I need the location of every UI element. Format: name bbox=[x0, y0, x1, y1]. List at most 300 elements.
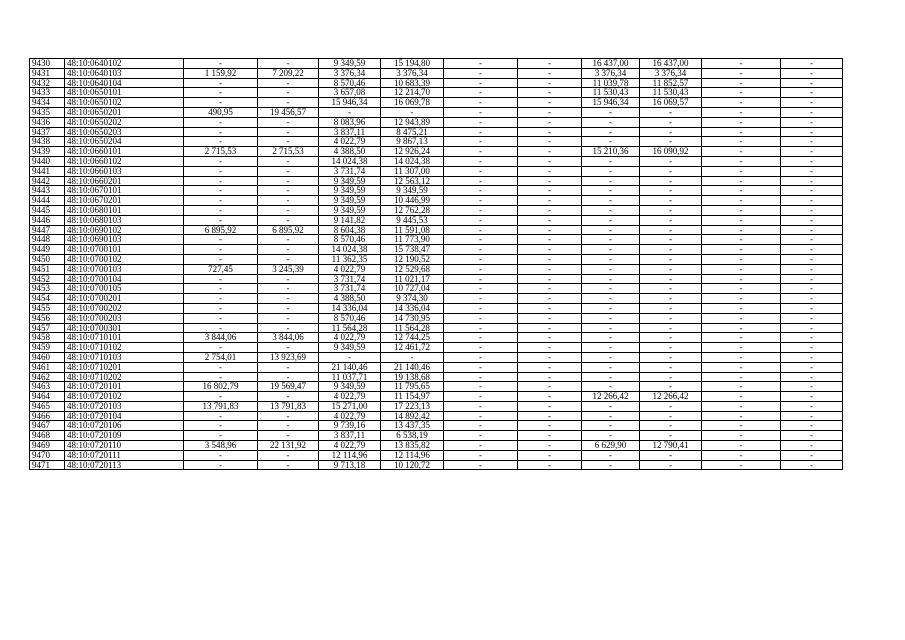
value-cell: 4 022,79 bbox=[319, 264, 381, 274]
value-cell: 6 629,90 bbox=[582, 441, 640, 451]
value-cell: - bbox=[444, 264, 518, 274]
value-cell: - bbox=[518, 98, 582, 108]
value-cell: - bbox=[444, 411, 518, 421]
value-cell: - bbox=[702, 313, 781, 323]
value-cell: 9 349,59 bbox=[319, 205, 381, 215]
value-cell: 8 570,46 bbox=[319, 235, 381, 245]
table-body bbox=[30, 59, 843, 470]
value-cell: 11 039,78 bbox=[582, 78, 640, 88]
value-cell: - bbox=[640, 303, 702, 313]
value-cell: - bbox=[258, 205, 319, 215]
value-cell: - bbox=[184, 235, 258, 245]
value-cell: - bbox=[518, 343, 582, 353]
cadastral-number-cell: 48:10:0640104 bbox=[65, 78, 184, 88]
table-row bbox=[30, 323, 843, 333]
value-cell: - bbox=[444, 147, 518, 157]
value-cell: - bbox=[582, 225, 640, 235]
value-cell: - bbox=[582, 343, 640, 353]
value-cell: 13 791,83 bbox=[184, 401, 258, 411]
value-cell: - bbox=[781, 431, 843, 441]
value-cell: - bbox=[702, 323, 781, 333]
value-cell: - bbox=[781, 156, 843, 166]
value-cell: - bbox=[582, 303, 640, 313]
value-cell: - bbox=[518, 235, 582, 245]
value-cell: 16 802,79 bbox=[184, 382, 258, 392]
value-cell: 15 946,34 bbox=[319, 98, 381, 108]
value-cell: 15 271,00 bbox=[319, 401, 381, 411]
value-cell: 8 570,46 bbox=[319, 78, 381, 88]
value-cell: - bbox=[702, 205, 781, 215]
value-cell: 9 445,53 bbox=[381, 215, 444, 225]
value-cell: - bbox=[640, 450, 702, 460]
cadastral-number-cell: 48:10:0710103 bbox=[65, 352, 184, 362]
value-cell: - bbox=[640, 215, 702, 225]
value-cell: - bbox=[444, 225, 518, 235]
value-cell: - bbox=[444, 166, 518, 176]
table-row bbox=[30, 176, 843, 186]
value-cell: - bbox=[184, 303, 258, 313]
value-cell: - bbox=[258, 372, 319, 382]
row-number-cell: 9471 bbox=[30, 460, 65, 470]
cadastral-number-cell: 48:10:0700102 bbox=[65, 254, 184, 264]
value-cell: - bbox=[640, 313, 702, 323]
value-cell: - bbox=[184, 284, 258, 294]
value-cell: - bbox=[640, 460, 702, 470]
value-cell: - bbox=[258, 392, 319, 402]
value-cell: - bbox=[518, 166, 582, 176]
row-number-cell: 9444 bbox=[30, 196, 65, 206]
value-cell: 19 569,47 bbox=[258, 382, 319, 392]
value-cell: 22 131,92 bbox=[258, 441, 319, 451]
value-cell: 9 374,30 bbox=[381, 294, 444, 304]
value-cell: - bbox=[258, 450, 319, 460]
value-cell: - bbox=[184, 176, 258, 186]
value-cell: - bbox=[518, 441, 582, 451]
value-cell: - bbox=[444, 460, 518, 470]
value-cell: - bbox=[702, 441, 781, 451]
table-row bbox=[30, 352, 843, 362]
cadastral-number-cell: 48:10:0640103 bbox=[65, 68, 184, 78]
value-cell: - bbox=[582, 372, 640, 382]
value-cell: - bbox=[702, 147, 781, 157]
row-number-cell: 9437 bbox=[30, 127, 65, 137]
value-cell: 490,95 bbox=[184, 107, 258, 117]
value-cell: - bbox=[258, 245, 319, 255]
value-cell: - bbox=[258, 88, 319, 98]
value-cell: 11 530,43 bbox=[640, 88, 702, 98]
value-cell: - bbox=[444, 196, 518, 206]
value-cell: 15 210,36 bbox=[582, 147, 640, 157]
value-cell: - bbox=[184, 343, 258, 353]
value-cell: - bbox=[702, 245, 781, 255]
value-cell: - bbox=[640, 137, 702, 147]
value-cell: - bbox=[518, 245, 582, 255]
value-cell: - bbox=[319, 352, 381, 362]
value-cell: - bbox=[518, 78, 582, 88]
cadastral-number-cell: 48:10:0720101 bbox=[65, 382, 184, 392]
value-cell: - bbox=[444, 59, 518, 69]
value-cell: - bbox=[258, 215, 319, 225]
value-cell: - bbox=[444, 343, 518, 353]
table-row bbox=[30, 441, 843, 451]
value-cell: - bbox=[582, 274, 640, 284]
value-cell: - bbox=[444, 303, 518, 313]
value-cell: - bbox=[444, 294, 518, 304]
value-cell: 3 837,11 bbox=[319, 127, 381, 137]
value-cell: 11 037,71 bbox=[319, 372, 381, 382]
value-cell: - bbox=[702, 411, 781, 421]
cadastral-number-cell: 48:10:0720110 bbox=[65, 441, 184, 451]
value-cell: - bbox=[184, 323, 258, 333]
value-cell: - bbox=[444, 107, 518, 117]
row-number-cell: 9449 bbox=[30, 245, 65, 255]
value-cell: - bbox=[518, 225, 582, 235]
cadastral-number-cell: 48:10:0710201 bbox=[65, 362, 184, 372]
value-cell: - bbox=[781, 392, 843, 402]
value-cell: - bbox=[518, 460, 582, 470]
value-cell: - bbox=[518, 372, 582, 382]
value-cell: - bbox=[640, 352, 702, 362]
cadastral-number-cell: 48:10:0660101 bbox=[65, 147, 184, 157]
table-row bbox=[30, 372, 843, 382]
cadastral-number-cell: 48:10:0700201 bbox=[65, 294, 184, 304]
value-cell: - bbox=[258, 137, 319, 147]
value-cell: 11 021,17 bbox=[381, 274, 444, 284]
row-number-cell: 9451 bbox=[30, 264, 65, 274]
value-cell: - bbox=[582, 137, 640, 147]
value-cell: - bbox=[702, 176, 781, 186]
value-cell: 11 530,43 bbox=[582, 88, 640, 98]
row-number-cell: 9438 bbox=[30, 137, 65, 147]
value-cell: - bbox=[781, 362, 843, 372]
value-cell: - bbox=[518, 205, 582, 215]
value-cell: - bbox=[582, 186, 640, 196]
value-cell: 12 563,12 bbox=[381, 176, 444, 186]
table-row bbox=[30, 450, 843, 460]
cadastral-number-cell: 48:10:0660201 bbox=[65, 176, 184, 186]
table-row bbox=[30, 117, 843, 127]
value-cell: - bbox=[444, 117, 518, 127]
value-cell: - bbox=[702, 98, 781, 108]
table-row bbox=[30, 88, 843, 98]
value-cell: - bbox=[518, 382, 582, 392]
table-row bbox=[30, 303, 843, 313]
value-cell: 14 730,95 bbox=[381, 313, 444, 323]
table-row bbox=[30, 264, 843, 274]
value-cell: 9 867,13 bbox=[381, 137, 444, 147]
value-cell: - bbox=[258, 156, 319, 166]
table-row bbox=[30, 333, 843, 343]
row-number-cell: 9468 bbox=[30, 431, 65, 441]
value-cell: - bbox=[444, 352, 518, 362]
row-number-cell: 9446 bbox=[30, 215, 65, 225]
value-cell: - bbox=[518, 88, 582, 98]
value-cell: - bbox=[582, 450, 640, 460]
row-number-cell: 9452 bbox=[30, 274, 65, 284]
table-row bbox=[30, 392, 843, 402]
table-row bbox=[30, 254, 843, 264]
value-cell: - bbox=[781, 411, 843, 421]
value-cell: - bbox=[444, 127, 518, 137]
value-cell: 3 844,06 bbox=[258, 333, 319, 343]
value-cell: - bbox=[640, 431, 702, 441]
row-number-cell: 9447 bbox=[30, 225, 65, 235]
value-cell: 9 141,82 bbox=[319, 215, 381, 225]
value-cell: - bbox=[582, 196, 640, 206]
row-number-cell: 9464 bbox=[30, 392, 65, 402]
cadastral-number-cell: 48:10:0720106 bbox=[65, 421, 184, 431]
value-cell: - bbox=[444, 205, 518, 215]
value-cell: - bbox=[702, 460, 781, 470]
value-cell: 12 943,89 bbox=[381, 117, 444, 127]
value-cell: 4 388,50 bbox=[319, 147, 381, 157]
value-cell: - bbox=[781, 166, 843, 176]
value-cell: - bbox=[702, 392, 781, 402]
value-cell: - bbox=[582, 284, 640, 294]
cadastral-number-cell: 48:10:0700105 bbox=[65, 284, 184, 294]
cadastral-number-cell: 48:10:0700202 bbox=[65, 303, 184, 313]
value-cell: - bbox=[444, 441, 518, 451]
value-cell: - bbox=[381, 352, 444, 362]
value-cell: 16 437,00 bbox=[640, 59, 702, 69]
value-cell: 9 739,16 bbox=[319, 421, 381, 431]
value-cell: - bbox=[781, 274, 843, 284]
cadastral-number-cell: 48:10:0650201 bbox=[65, 107, 184, 117]
value-cell: - bbox=[640, 421, 702, 431]
value-cell: 10 683,39 bbox=[381, 78, 444, 88]
value-cell: - bbox=[781, 107, 843, 117]
row-number-cell: 9465 bbox=[30, 401, 65, 411]
value-cell: - bbox=[444, 156, 518, 166]
value-cell: - bbox=[444, 372, 518, 382]
value-cell: 2 715,53 bbox=[184, 147, 258, 157]
value-cell: - bbox=[184, 137, 258, 147]
value-cell: - bbox=[582, 411, 640, 421]
value-cell: 3 844,06 bbox=[184, 333, 258, 343]
value-cell: 13 923,69 bbox=[258, 352, 319, 362]
value-cell: - bbox=[640, 245, 702, 255]
value-cell: - bbox=[582, 205, 640, 215]
value-cell: - bbox=[702, 186, 781, 196]
value-cell: - bbox=[702, 107, 781, 117]
cadastral-number-cell: 48:10:0660102 bbox=[65, 156, 184, 166]
value-cell: 8 083,96 bbox=[319, 117, 381, 127]
row-number-cell: 9458 bbox=[30, 333, 65, 343]
value-cell: - bbox=[781, 196, 843, 206]
cadastral-number-cell: 48:10:0720102 bbox=[65, 392, 184, 402]
value-cell: - bbox=[640, 343, 702, 353]
table-row bbox=[30, 313, 843, 323]
value-cell: - bbox=[518, 431, 582, 441]
row-number-cell: 9462 bbox=[30, 372, 65, 382]
table-row bbox=[30, 343, 843, 353]
row-number-cell: 9469 bbox=[30, 441, 65, 451]
value-cell: - bbox=[640, 372, 702, 382]
table-row bbox=[30, 186, 843, 196]
value-cell: - bbox=[518, 421, 582, 431]
value-cell: - bbox=[781, 441, 843, 451]
value-cell: - bbox=[444, 78, 518, 88]
value-cell: - bbox=[184, 460, 258, 470]
value-cell: - bbox=[640, 176, 702, 186]
value-cell: - bbox=[702, 382, 781, 392]
value-cell: 9 349,59 bbox=[319, 196, 381, 206]
value-cell: - bbox=[640, 411, 702, 421]
value-cell: - bbox=[518, 313, 582, 323]
value-cell: - bbox=[518, 274, 582, 284]
value-cell: - bbox=[444, 68, 518, 78]
value-cell: - bbox=[582, 235, 640, 245]
value-cell: 12 744,25 bbox=[381, 333, 444, 343]
row-number-cell: 9461 bbox=[30, 362, 65, 372]
value-cell: - bbox=[518, 401, 582, 411]
value-cell: - bbox=[444, 137, 518, 147]
value-cell: - bbox=[258, 284, 319, 294]
value-cell: - bbox=[781, 303, 843, 313]
value-cell: 3 731,74 bbox=[319, 284, 381, 294]
row-number-cell: 9443 bbox=[30, 186, 65, 196]
table-row bbox=[30, 245, 843, 255]
table-row bbox=[30, 59, 843, 69]
value-cell: 11 564,28 bbox=[381, 323, 444, 333]
row-number-cell: 9455 bbox=[30, 303, 65, 313]
cadastral-number-cell: 48:10:0720113 bbox=[65, 460, 184, 470]
value-cell: - bbox=[184, 431, 258, 441]
value-cell: - bbox=[781, 352, 843, 362]
value-cell: - bbox=[640, 401, 702, 411]
value-cell: - bbox=[258, 196, 319, 206]
value-cell: - bbox=[781, 372, 843, 382]
value-cell: - bbox=[258, 117, 319, 127]
value-cell: 16 090,92 bbox=[640, 147, 702, 157]
table-row bbox=[30, 362, 843, 372]
value-cell: 4 022,79 bbox=[319, 333, 381, 343]
value-cell: - bbox=[518, 196, 582, 206]
cadastral-number-cell: 48:10:0720111 bbox=[65, 450, 184, 460]
value-cell: - bbox=[518, 215, 582, 225]
value-cell: - bbox=[184, 186, 258, 196]
cadastral-number-cell: 48:10:0700203 bbox=[65, 313, 184, 323]
value-cell: - bbox=[258, 303, 319, 313]
value-cell: 6 895,92 bbox=[258, 225, 319, 235]
row-number-cell: 9450 bbox=[30, 254, 65, 264]
value-cell: - bbox=[640, 254, 702, 264]
value-cell: - bbox=[640, 294, 702, 304]
value-cell: - bbox=[258, 343, 319, 353]
value-cell: - bbox=[444, 323, 518, 333]
cadastral-number-cell: 48:10:0690103 bbox=[65, 235, 184, 245]
table-row bbox=[30, 411, 843, 421]
value-cell: - bbox=[702, 215, 781, 225]
table-row bbox=[30, 205, 843, 215]
value-cell: - bbox=[781, 313, 843, 323]
value-cell: - bbox=[258, 166, 319, 176]
value-cell: - bbox=[184, 127, 258, 137]
value-cell: - bbox=[444, 392, 518, 402]
value-cell: - bbox=[781, 382, 843, 392]
value-cell: - bbox=[319, 107, 381, 117]
value-cell: - bbox=[582, 382, 640, 392]
value-cell: - bbox=[781, 254, 843, 264]
row-number-cell: 9470 bbox=[30, 450, 65, 460]
value-cell: - bbox=[444, 274, 518, 284]
value-cell: 12 114,96 bbox=[381, 450, 444, 460]
cadastral-number-cell: 48:10:0700103 bbox=[65, 264, 184, 274]
value-cell: - bbox=[518, 411, 582, 421]
value-cell: 12 266,42 bbox=[582, 392, 640, 402]
value-cell: - bbox=[702, 68, 781, 78]
value-cell: 12 926,24 bbox=[381, 147, 444, 157]
value-cell: - bbox=[781, 147, 843, 157]
value-cell: 3 376,34 bbox=[582, 68, 640, 78]
value-cell: 727,45 bbox=[184, 264, 258, 274]
cadastral-number-cell: 48:10:0670101 bbox=[65, 186, 184, 196]
value-cell: - bbox=[781, 401, 843, 411]
value-cell: - bbox=[444, 235, 518, 245]
value-cell: - bbox=[640, 107, 702, 117]
table-row bbox=[30, 196, 843, 206]
table-row bbox=[30, 284, 843, 294]
value-cell: - bbox=[702, 352, 781, 362]
value-cell: - bbox=[781, 78, 843, 88]
value-cell: - bbox=[582, 264, 640, 274]
value-cell: - bbox=[582, 323, 640, 333]
value-cell: - bbox=[781, 235, 843, 245]
value-cell: 12 790,41 bbox=[640, 441, 702, 451]
table-row bbox=[30, 68, 843, 78]
value-cell: - bbox=[258, 176, 319, 186]
value-cell: 10 446,99 bbox=[381, 196, 444, 206]
value-cell: - bbox=[444, 254, 518, 264]
value-cell: 19 138,68 bbox=[381, 372, 444, 382]
cadastral-number-cell: 48:10:0720103 bbox=[65, 401, 184, 411]
value-cell: - bbox=[640, 333, 702, 343]
value-cell: - bbox=[444, 382, 518, 392]
value-cell: 14 024,38 bbox=[319, 245, 381, 255]
value-cell: - bbox=[518, 137, 582, 147]
value-cell: 11 773,90 bbox=[381, 235, 444, 245]
cadastral-number-cell: 48:10:0680103 bbox=[65, 215, 184, 225]
value-cell: - bbox=[258, 127, 319, 137]
value-cell: 11 591,08 bbox=[381, 225, 444, 235]
value-cell: - bbox=[640, 323, 702, 333]
value-cell: - bbox=[582, 245, 640, 255]
value-cell: - bbox=[258, 254, 319, 264]
cadastral-number-cell: 48:10:0700301 bbox=[65, 323, 184, 333]
value-cell: - bbox=[444, 186, 518, 196]
value-cell: - bbox=[702, 88, 781, 98]
value-cell: - bbox=[444, 431, 518, 441]
value-cell: 12 461,72 bbox=[381, 343, 444, 353]
value-cell: - bbox=[640, 127, 702, 137]
value-cell: - bbox=[184, 313, 258, 323]
value-cell: - bbox=[640, 264, 702, 274]
value-cell: - bbox=[258, 78, 319, 88]
value-cell: - bbox=[781, 176, 843, 186]
row-number-cell: 9434 bbox=[30, 98, 65, 108]
data-table-container bbox=[29, 58, 843, 470]
value-cell: 15 738,47 bbox=[381, 245, 444, 255]
value-cell: - bbox=[518, 59, 582, 69]
cadastral-number-cell: 48:10:0660103 bbox=[65, 166, 184, 176]
value-cell: 12 266,42 bbox=[640, 392, 702, 402]
value-cell: 16 069,78 bbox=[381, 98, 444, 108]
row-number-cell: 9456 bbox=[30, 313, 65, 323]
value-cell: - bbox=[582, 421, 640, 431]
value-cell: - bbox=[518, 68, 582, 78]
value-cell: - bbox=[184, 450, 258, 460]
row-number-cell: 9433 bbox=[30, 88, 65, 98]
